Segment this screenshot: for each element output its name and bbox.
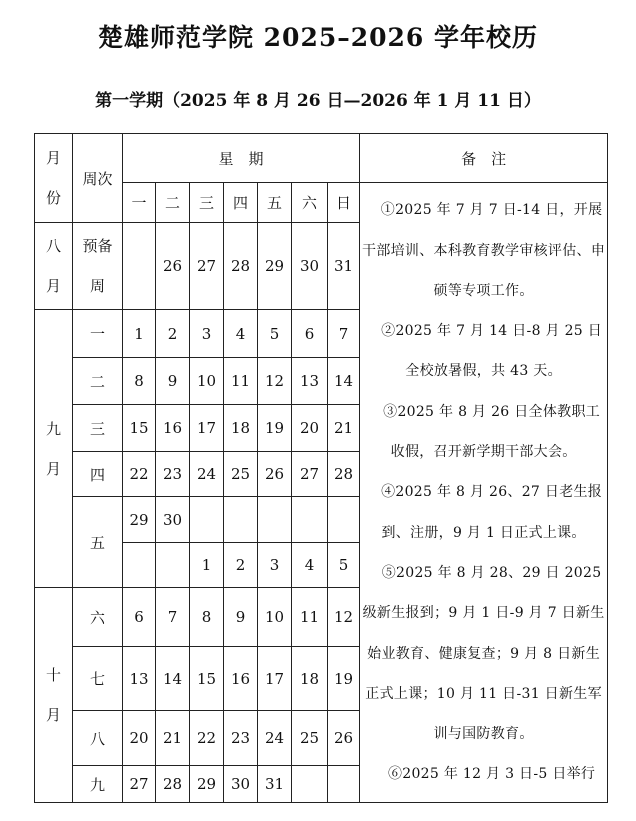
day-cell: 20	[292, 405, 328, 452]
day-cell: 13	[123, 647, 156, 711]
weekday-2: 二	[156, 183, 190, 223]
day-cell: 23	[156, 452, 190, 497]
day-cell	[190, 497, 224, 543]
day-cell: 10	[258, 588, 292, 647]
calendar-table	[34, 133, 608, 803]
day-cell: 28	[156, 766, 190, 803]
day-cell: 19	[328, 647, 360, 711]
page-title: 楚雄师范学院 2025–2026 学年校历	[97, 23, 539, 52]
week-label-prep: 预备 周	[73, 223, 123, 310]
day-cell: 11	[292, 588, 328, 647]
day-cell: 8	[123, 358, 156, 405]
day-cell: 8	[190, 588, 224, 647]
month-sep: 九 月	[35, 310, 73, 588]
day-cell: 14	[156, 647, 190, 711]
day-cell: 5	[258, 310, 292, 358]
day-cell: 29	[190, 766, 224, 803]
weekday-5: 五	[258, 183, 292, 223]
note-4: ④2025 年 8 月 26、27 日老生报到、注册，9 月 1 日正式上课。	[381, 484, 603, 541]
day-cell: 29	[123, 497, 156, 543]
day-cell: 4	[292, 543, 328, 588]
day-cell	[292, 497, 328, 543]
week-label: 六	[73, 588, 123, 647]
weekday-header: 星 期	[123, 134, 360, 183]
day-cell: 10	[190, 358, 224, 405]
day-cell: 5	[328, 543, 360, 588]
day-cell	[258, 497, 292, 543]
note-3: ③2025 年 8 月 26 日全体教职工收假，召开新学期干部大会。	[383, 403, 601, 461]
day-cell: 12	[328, 588, 360, 647]
day-cell: 4	[224, 310, 258, 358]
note-6: ⑥2025 年 12 月 3 日-5 日举行	[387, 766, 596, 783]
week-label: 八	[73, 711, 123, 766]
weekday-7: 日	[328, 183, 360, 223]
semester-subtitle: 第一学期（2025 年 8 月 26 日—2026 年 1 月 11 日）	[95, 91, 541, 111]
day-cell: 27	[292, 452, 328, 497]
day-cell: 26	[156, 223, 190, 310]
day-cell: 17	[258, 647, 292, 711]
day-cell: 9	[224, 588, 258, 647]
notes-header: 备 注	[360, 134, 608, 183]
weekday-6: 六	[292, 183, 328, 223]
day-cell: 1	[190, 543, 224, 588]
day-cell: 29	[258, 223, 292, 310]
week-label: 四	[73, 452, 123, 497]
day-cell: 16	[156, 405, 190, 452]
day-cell: 26	[258, 452, 292, 497]
day-cell: 1	[123, 310, 156, 358]
day-cell: 27	[123, 766, 156, 803]
week-label: 三	[73, 405, 123, 452]
day-cell: 20	[123, 711, 156, 766]
day-cell	[123, 223, 156, 310]
month-oct: 十 月	[35, 588, 73, 803]
day-cell: 14	[328, 358, 360, 405]
day-cell: 7	[328, 310, 360, 358]
month-aug: 八 月	[35, 223, 73, 310]
day-cell: 24	[190, 452, 224, 497]
day-cell: 26	[328, 711, 360, 766]
day-cell: 15	[123, 405, 156, 452]
day-cell: 23	[224, 711, 258, 766]
weekday-1: 一	[123, 183, 156, 223]
week-label: 五	[73, 497, 123, 588]
day-cell: 19	[258, 405, 292, 452]
day-cell: 18	[224, 405, 258, 452]
day-cell: 22	[123, 452, 156, 497]
day-cell: 30	[156, 497, 190, 543]
weekday-4: 四	[224, 183, 258, 223]
day-cell: 16	[224, 647, 258, 711]
day-cell: 31	[328, 223, 360, 310]
day-cell: 30	[292, 223, 328, 310]
weekday-3: 三	[190, 183, 224, 223]
day-cell: 17	[190, 405, 224, 452]
note-2: ②2025 年 7 月 14 日-8 月 25 日全校放暑假，共 43 天。	[381, 323, 603, 380]
day-cell: 28	[328, 452, 360, 497]
day-cell: 30	[224, 766, 258, 803]
day-cell	[123, 543, 156, 588]
day-cell: 3	[190, 310, 224, 358]
month-header: 月 份	[35, 134, 73, 223]
day-cell	[292, 766, 328, 803]
week-label: 二	[73, 358, 123, 405]
day-cell: 24	[258, 711, 292, 766]
day-cell: 2	[156, 310, 190, 358]
day-cell: 6	[123, 588, 156, 647]
day-cell: 21	[156, 711, 190, 766]
day-cell: 13	[292, 358, 328, 405]
note-1: ①2025 年 7 月 7 日-14 日，开展干部培训、本科教育教学审核评估、申硕等专项工作。	[362, 202, 606, 299]
day-cell: 25	[224, 452, 258, 497]
notes-cell	[360, 183, 608, 803]
day-cell: 22	[190, 711, 224, 766]
week-header: 周次	[73, 134, 123, 223]
day-cell	[224, 497, 258, 543]
week-label: 七	[73, 647, 123, 711]
day-cell: 3	[258, 543, 292, 588]
day-cell: 9	[156, 358, 190, 405]
day-cell	[156, 543, 190, 588]
day-cell: 2	[224, 543, 258, 588]
day-cell: 21	[328, 405, 360, 452]
day-cell: 31	[258, 766, 292, 803]
day-cell: 12	[258, 358, 292, 405]
day-cell: 18	[292, 647, 328, 711]
day-cell	[328, 497, 360, 543]
day-cell: 15	[190, 647, 224, 711]
day-cell: 27	[190, 223, 224, 310]
day-cell	[328, 766, 360, 803]
day-cell: 25	[292, 711, 328, 766]
week-label: 一	[73, 310, 123, 358]
week-label: 九	[73, 766, 123, 803]
day-cell: 6	[292, 310, 328, 358]
day-cell: 7	[156, 588, 190, 647]
day-cell: 28	[224, 223, 258, 310]
note-5: ⑤2025 年 8 月 28、29 日 2025 级新生报到；9 月 1 日-9 月 7 日新生始业教育、健康复查；9 月 8 日新生正式上课；10 月 11 日-31 日新生军训与国防教育。	[362, 564, 605, 743]
day-cell: 11	[224, 358, 258, 405]
